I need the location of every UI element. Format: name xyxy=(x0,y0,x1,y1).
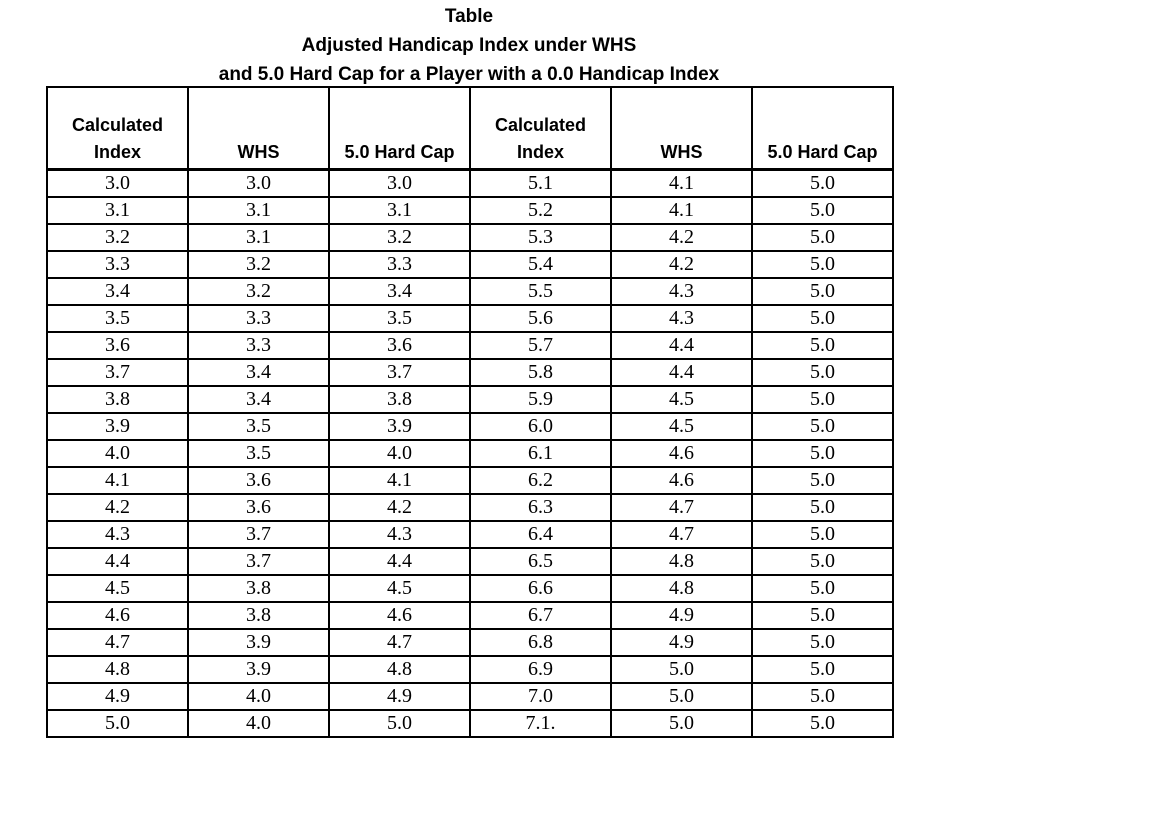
table-cell: 3.9 xyxy=(329,413,470,440)
table-cell: 4.3 xyxy=(47,521,188,548)
table-cell: 3.2 xyxy=(188,251,329,278)
header-whs xyxy=(188,87,329,170)
table-cell: 3.1 xyxy=(329,197,470,224)
table-cell: 6.2 xyxy=(470,467,611,494)
table-cell: 3.1 xyxy=(188,197,329,224)
table-cell: 3.9 xyxy=(188,656,329,683)
table-cell: 3.0 xyxy=(47,170,188,198)
table-cell: 6.3 xyxy=(470,494,611,521)
table-cell: 5.5 xyxy=(470,278,611,305)
table-cell: 4.6 xyxy=(47,602,188,629)
table-cell: 4.7 xyxy=(47,629,188,656)
table-cell: 5.0 xyxy=(752,683,893,710)
table-row xyxy=(47,170,893,198)
table-row xyxy=(47,359,893,386)
table-cell: 3.1 xyxy=(47,197,188,224)
table-cell: 4.1 xyxy=(611,170,752,198)
table-cell: 4.8 xyxy=(611,575,752,602)
table-cell: 4.2 xyxy=(47,494,188,521)
table-row xyxy=(47,575,893,602)
table-cell: 5.0 xyxy=(752,440,893,467)
table-cell: 3.6 xyxy=(47,332,188,359)
table-cell: 3.2 xyxy=(47,224,188,251)
table-cell: 3.5 xyxy=(329,305,470,332)
table-cell: 4.1 xyxy=(329,467,470,494)
table-row xyxy=(47,386,893,413)
table-row xyxy=(47,224,893,251)
table-cell: 3.5 xyxy=(47,305,188,332)
table-cell: 5.2 xyxy=(470,197,611,224)
header-calculated-index xyxy=(47,87,188,170)
table-cell: 3.3 xyxy=(47,251,188,278)
table-cell: 3.8 xyxy=(188,575,329,602)
table-cell: 4.9 xyxy=(611,629,752,656)
table-cell: 5.8 xyxy=(470,359,611,386)
table-cell: 4.3 xyxy=(611,278,752,305)
table-cell: 4.4 xyxy=(329,548,470,575)
table-row xyxy=(47,440,893,467)
table-cell: 6.5 xyxy=(470,548,611,575)
table-cell: 4.9 xyxy=(329,683,470,710)
table-cell: 5.0 xyxy=(752,467,893,494)
table-cell: 3.9 xyxy=(47,413,188,440)
table-cell: 5.0 xyxy=(752,251,893,278)
table-cell: 5.0 xyxy=(752,278,893,305)
table-cell: 3.7 xyxy=(188,521,329,548)
header-line: 5.0 Hard Cap xyxy=(767,142,878,162)
table-row xyxy=(47,467,893,494)
header-line: WHS xyxy=(660,142,703,162)
table-cell: 3.4 xyxy=(47,278,188,305)
table-cell: 6.0 xyxy=(470,413,611,440)
table-cell: 3.7 xyxy=(329,359,470,386)
table-cell: 4.1 xyxy=(47,467,188,494)
table-cell: 3.2 xyxy=(188,278,329,305)
table-cell: 5.0 xyxy=(752,386,893,413)
table-row xyxy=(47,278,893,305)
table-cell: 4.0 xyxy=(47,440,188,467)
table-cell: 4.3 xyxy=(611,305,752,332)
header-whs xyxy=(611,87,752,170)
table-cell: 7.0 xyxy=(470,683,611,710)
table-cell: 4.7 xyxy=(329,629,470,656)
table-cell: 4.3 xyxy=(329,521,470,548)
table-row xyxy=(47,413,893,440)
table-cell: 5.7 xyxy=(470,332,611,359)
table-cell: 5.0 xyxy=(752,521,893,548)
table-cell: 4.1 xyxy=(611,197,752,224)
table-row xyxy=(47,521,893,548)
table-cell: 4.4 xyxy=(47,548,188,575)
header-row xyxy=(47,87,893,170)
table-row xyxy=(47,629,893,656)
table-cell: 3.1 xyxy=(188,224,329,251)
table-cell: 3.8 xyxy=(47,386,188,413)
table-cell: 4.8 xyxy=(47,656,188,683)
table-cell: 6.7 xyxy=(470,602,611,629)
header-line: Calculated xyxy=(494,115,587,135)
table-cell: 4.8 xyxy=(611,548,752,575)
header-calculated-index xyxy=(470,87,611,170)
table-row xyxy=(47,602,893,629)
table-cell: 4.7 xyxy=(611,521,752,548)
table-cell: 5.0 xyxy=(752,494,893,521)
table-cell: 6.9 xyxy=(470,656,611,683)
table-cell: 4.6 xyxy=(611,440,752,467)
table-row xyxy=(47,251,893,278)
table-cell: 4.6 xyxy=(329,602,470,629)
table-cell: 5.0 xyxy=(752,170,893,198)
table-row xyxy=(47,197,893,224)
table-cell: 3.6 xyxy=(188,467,329,494)
table-cell: 3.3 xyxy=(188,305,329,332)
table-cell: 4.4 xyxy=(611,332,752,359)
table-row xyxy=(47,548,893,575)
table-cell: 5.0 xyxy=(752,548,893,575)
table-body xyxy=(47,170,893,738)
table-cell: 4.4 xyxy=(611,359,752,386)
table-cell: 3.2 xyxy=(329,224,470,251)
table-row xyxy=(47,494,893,521)
table-cell: 4.5 xyxy=(611,413,752,440)
table-cell: 5.0 xyxy=(752,359,893,386)
title-line-2: Adjusted Handicap Index under WHS xyxy=(301,35,637,56)
table-cell: 5.6 xyxy=(470,305,611,332)
table-cell: 3.4 xyxy=(188,359,329,386)
table-cell: 4.9 xyxy=(611,602,752,629)
table-cell: 5.0 xyxy=(752,602,893,629)
table-cell: 4.9 xyxy=(47,683,188,710)
header-hard-cap xyxy=(752,87,893,170)
table-row xyxy=(47,656,893,683)
table-cell: 3.6 xyxy=(188,494,329,521)
table-cell: 4.6 xyxy=(611,467,752,494)
table-cell: 6.4 xyxy=(470,521,611,548)
table-cell: 5.0 xyxy=(752,224,893,251)
header-hard-cap xyxy=(329,87,470,170)
table-cell: 5.0 xyxy=(752,710,893,737)
table-cell: 5.0 xyxy=(611,683,752,710)
handicap-table xyxy=(46,86,894,738)
table-cell: 4.0 xyxy=(188,683,329,710)
table-cell: 5.0 xyxy=(611,656,752,683)
table-cell: 4.5 xyxy=(611,386,752,413)
table-cell: 7.1. xyxy=(470,710,611,737)
table-cell: 3.7 xyxy=(188,548,329,575)
table-cell: 4.0 xyxy=(329,440,470,467)
table-cell: 5.4 xyxy=(470,251,611,278)
table-cell: 5.0 xyxy=(752,656,893,683)
table-cell: 5.0 xyxy=(752,305,893,332)
table-row xyxy=(47,683,893,710)
table-cell: 3.9 xyxy=(188,629,329,656)
table-cell: 5.3 xyxy=(470,224,611,251)
table-cell: 4.8 xyxy=(329,656,470,683)
table-cell: 4.7 xyxy=(611,494,752,521)
table-cell: 3.0 xyxy=(188,170,329,198)
table-cell: 5.0 xyxy=(329,710,470,737)
table-cell: 5.1 xyxy=(470,170,611,198)
table-cell: 5.0 xyxy=(752,332,893,359)
table-cell: 3.3 xyxy=(329,251,470,278)
table-cell: 3.7 xyxy=(47,359,188,386)
table-cell: 5.0 xyxy=(752,629,893,656)
table-cell: 4.5 xyxy=(47,575,188,602)
table-cell: 3.8 xyxy=(188,602,329,629)
header-line: Calculated xyxy=(71,115,164,135)
header-line: 5.0 Hard Cap xyxy=(344,142,455,162)
table-cell: 4.0 xyxy=(188,710,329,737)
table-row xyxy=(47,710,893,737)
table-title xyxy=(46,2,892,89)
table-cell: 6.8 xyxy=(470,629,611,656)
header-line: Index xyxy=(93,142,141,162)
table-cell: 3.4 xyxy=(188,386,329,413)
title-line-3: and 5.0 Hard Cap for a Player with a 0.0 Handicap Index xyxy=(218,64,720,85)
header-line: WHS xyxy=(237,142,280,162)
table-cell: 5.0 xyxy=(752,575,893,602)
table-cell: 3.4 xyxy=(329,278,470,305)
table-cell: 3.5 xyxy=(188,440,329,467)
table-cell: 5.0 xyxy=(752,413,893,440)
table-cell: 6.6 xyxy=(470,575,611,602)
table-row xyxy=(47,332,893,359)
table-cell: 3.6 xyxy=(329,332,470,359)
table-cell: 5.0 xyxy=(752,197,893,224)
title-line-1: Table xyxy=(444,6,494,27)
table-cell: 5.0 xyxy=(47,710,188,737)
table-cell: 4.5 xyxy=(329,575,470,602)
table-cell: 4.2 xyxy=(329,494,470,521)
table-cell: 3.0 xyxy=(329,170,470,198)
table-cell: 5.9 xyxy=(470,386,611,413)
table-cell: 3.3 xyxy=(188,332,329,359)
table-cell: 3.5 xyxy=(188,413,329,440)
table-cell: 4.2 xyxy=(611,224,752,251)
table-cell: 3.8 xyxy=(329,386,470,413)
header-line: Index xyxy=(516,142,564,162)
table-row xyxy=(47,305,893,332)
table-cell: 5.0 xyxy=(611,710,752,737)
table-cell: 6.1 xyxy=(470,440,611,467)
table-cell: 4.2 xyxy=(611,251,752,278)
